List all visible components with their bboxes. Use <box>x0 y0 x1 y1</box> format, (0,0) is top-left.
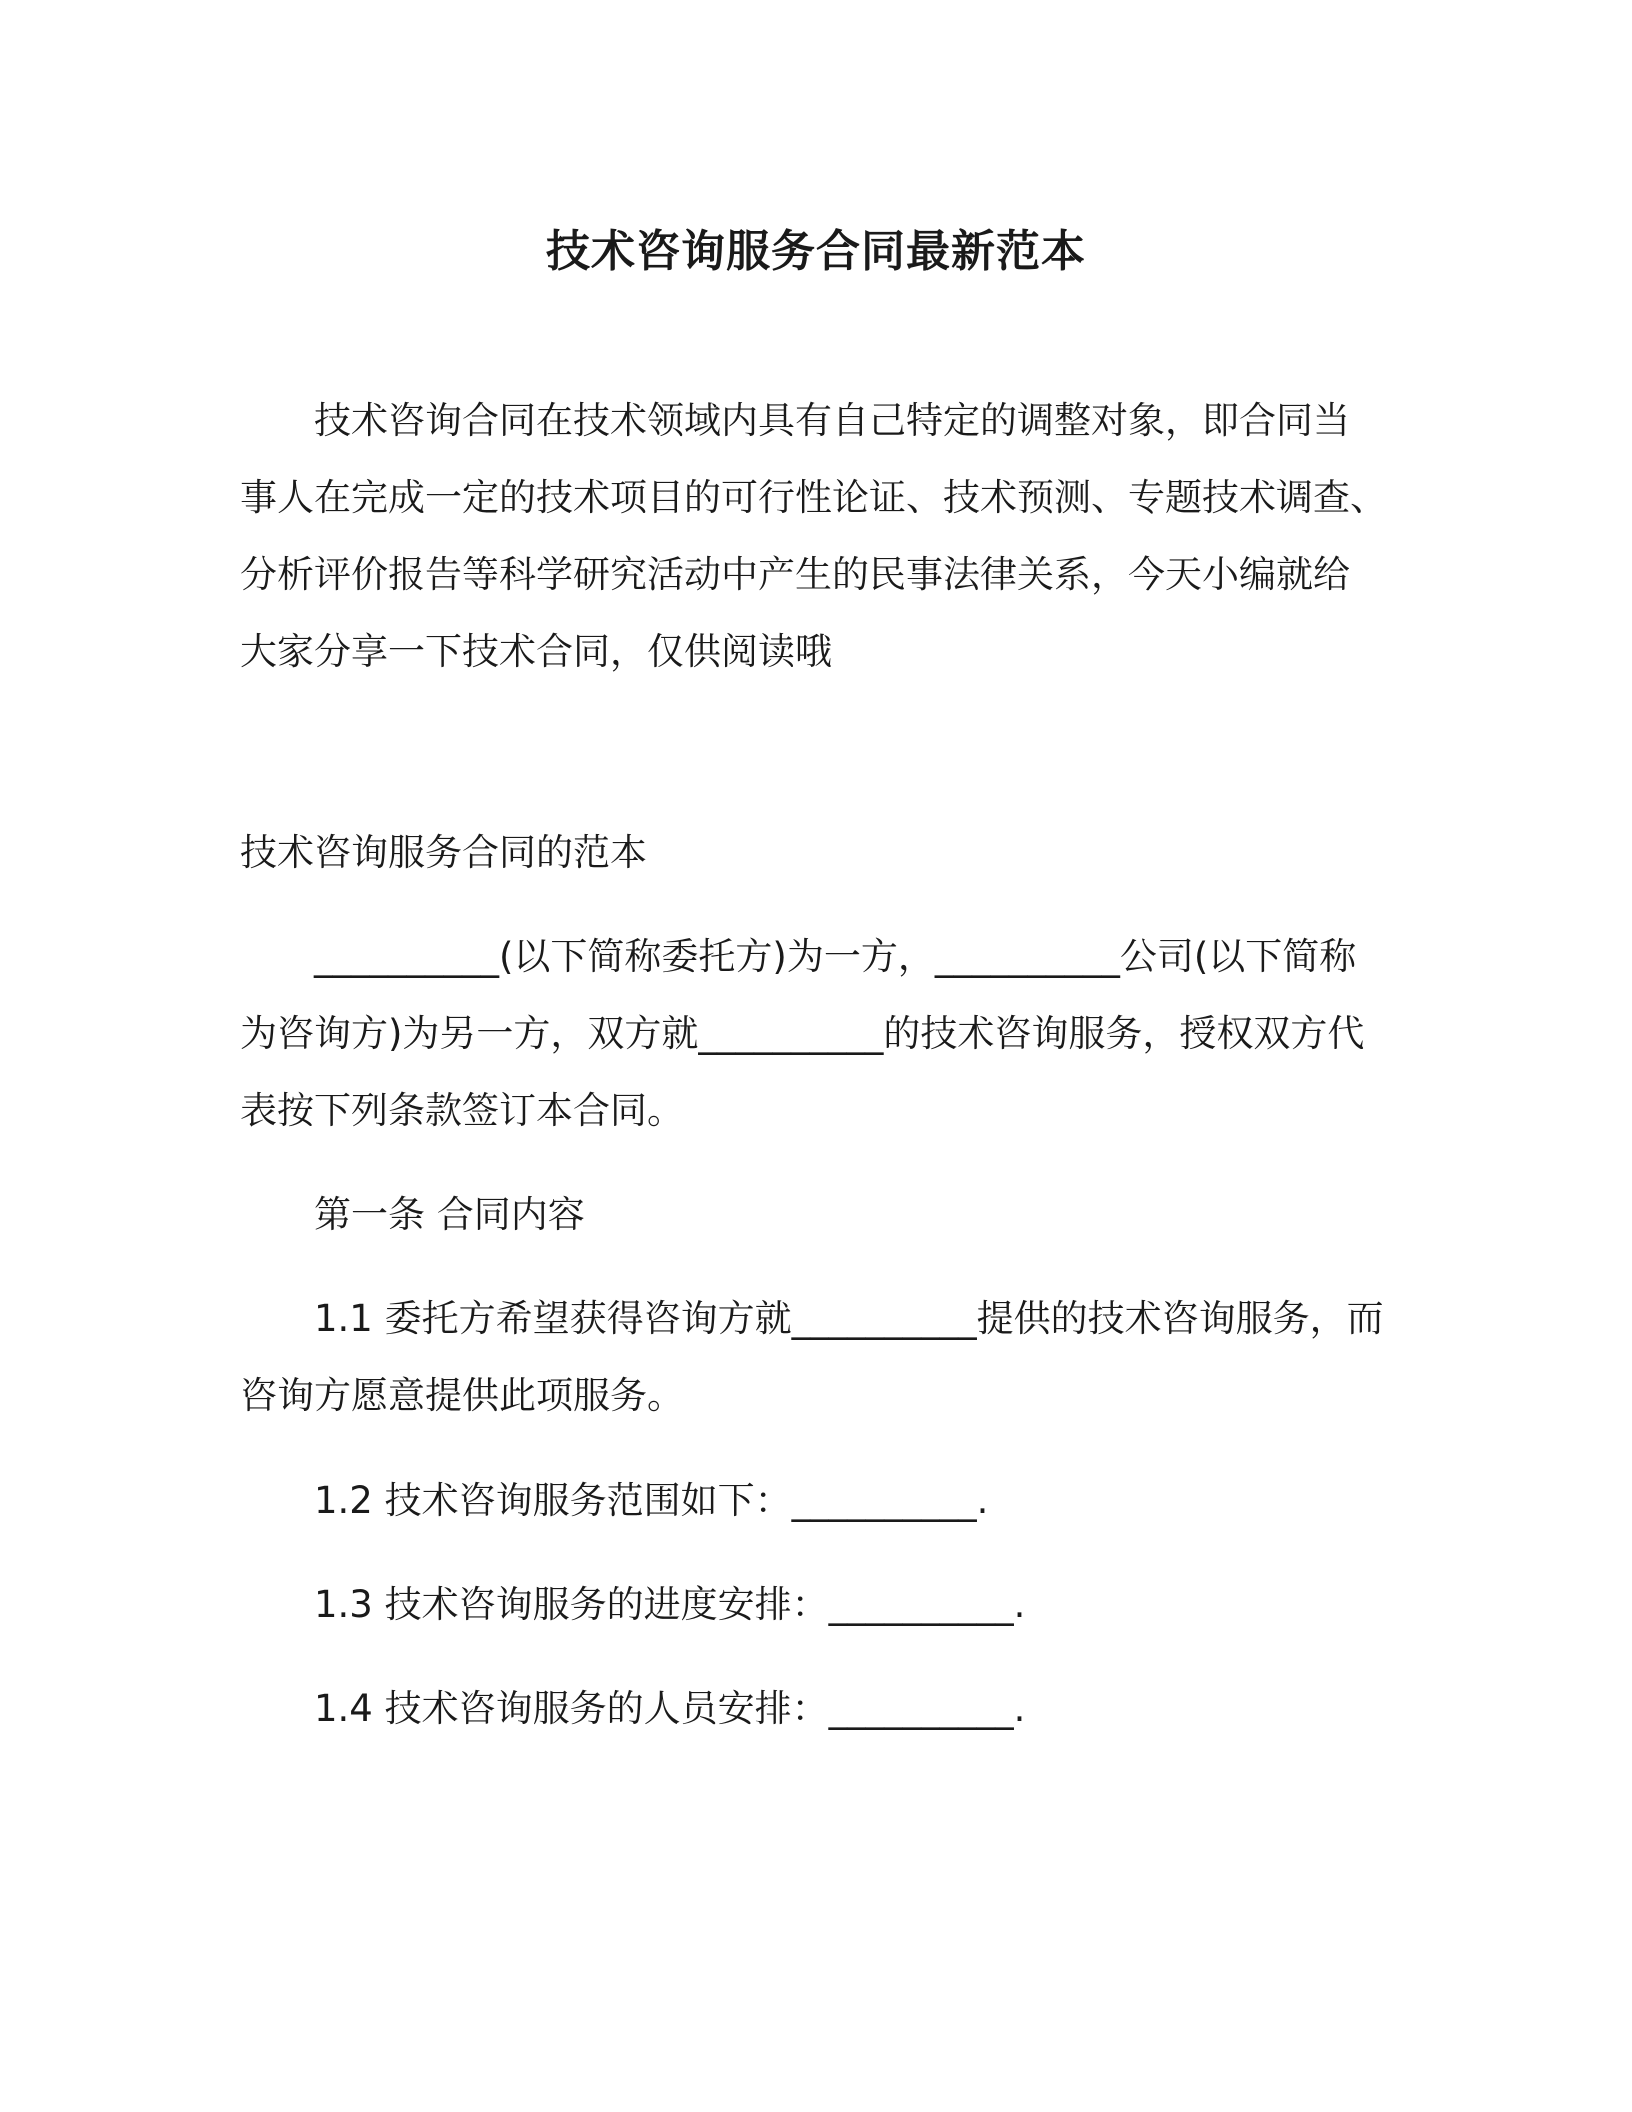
clause-1-2-text: 1.2 技术咨询服务范围如下：__________. <box>314 1479 989 1522</box>
clause-1-4-text: 1.4 技术咨询服务的人员安排：__________. <box>314 1687 1026 1730</box>
clause-1-2 <box>240 1462 1400 1539</box>
clause-1-1-line: 咨询方愿意提供此项服务。 <box>240 1374 684 1417</box>
intro-line: 技术咨询合同在技术领域内具有自己特定的调整对象，即合同当 <box>314 399 1350 442</box>
document-title: 技术咨询服务合同最新范本 <box>546 226 1086 277</box>
clause-1-3 <box>240 1566 1400 1643</box>
intro-line: 事人在完成一定的技术项目的可行性论证、技术预测、专题技术调查、 <box>240 476 1387 519</box>
article-1-heading <box>240 1176 1400 1253</box>
clause-1-1 <box>240 1280 1400 1434</box>
section-heading-text: 技术咨询服务合同的范本 <box>240 831 647 874</box>
clause-1-1-line: 1.1 委托方希望获得咨询方就__________提供的技术咨询服务，而 <box>314 1297 1384 1340</box>
preamble-paragraph <box>240 918 1400 1149</box>
clause-1-3-text: 1.3 技术咨询服务的进度安排：__________. <box>314 1583 1026 1626</box>
preamble-line: 表按下列条款签订本合同。 <box>240 1089 684 1132</box>
intro-paragraph <box>240 382 1400 690</box>
intro-line: 大家分享一下技术合同，仅供阅读哦 <box>240 630 832 673</box>
section-heading <box>240 814 1400 891</box>
article-1-heading-text: 第一条 合同内容 <box>314 1193 585 1236</box>
clause-1-4 <box>240 1670 1400 1747</box>
preamble-line: __________(以下简称委托方)为一方，__________公司(以下简称 <box>314 935 1357 978</box>
preamble-line: 为咨询方)为另一方，双方就__________的技术咨询服务，授权双方代 <box>240 1012 1365 1055</box>
intro-line: 分析评价报告等科学研究活动中产生的民事法律关系，今天小编就给 <box>240 553 1350 596</box>
